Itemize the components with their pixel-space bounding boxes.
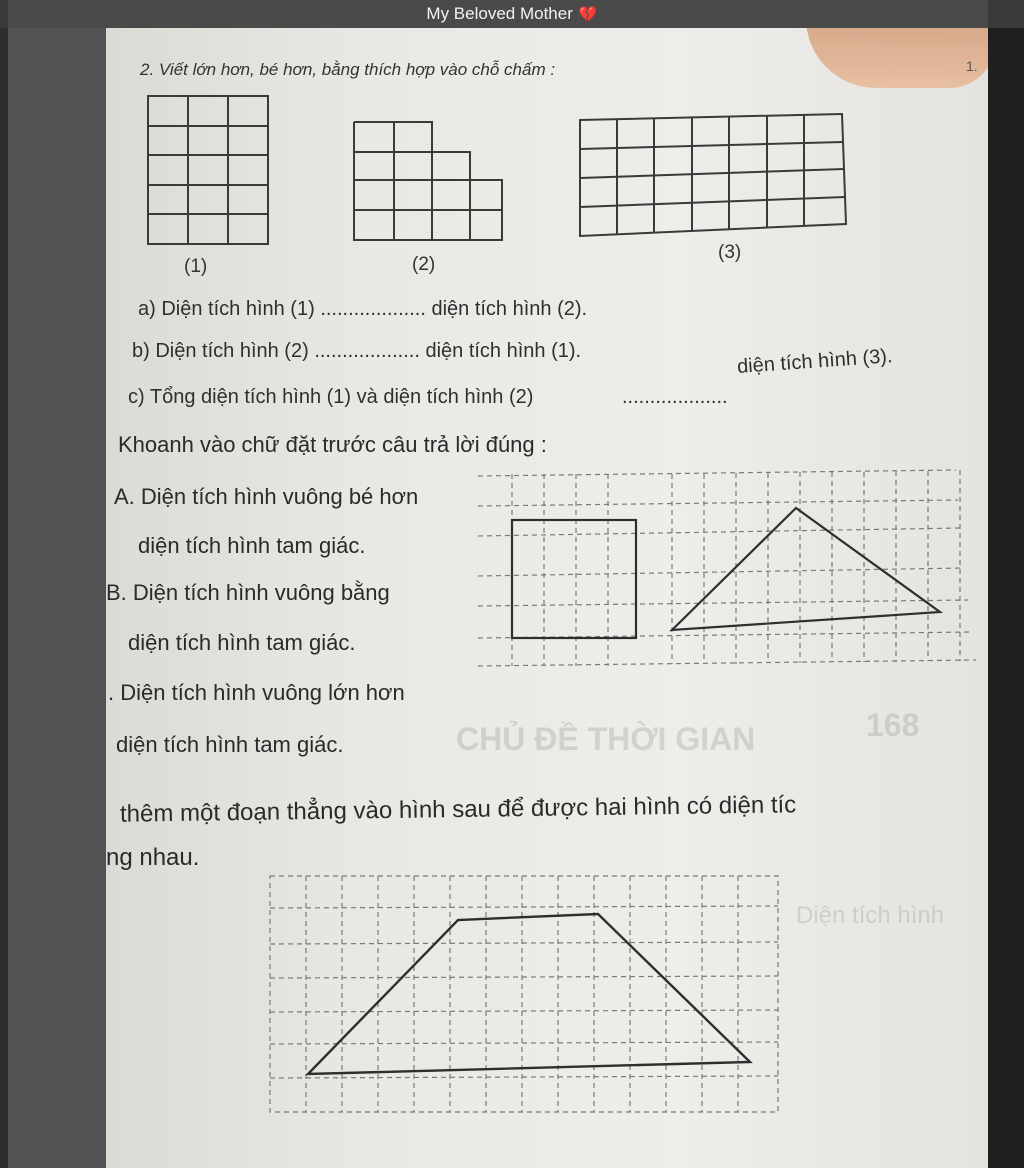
exercise-4-line-1: thêm một đoạn thẳng vào hình sau để được hai hình có diện tíc xyxy=(119,791,797,828)
exercise-4-line-2: ng nhau. xyxy=(106,844,200,871)
title-bar xyxy=(0,0,1024,28)
option-b-line-1[interactable]: B. Diện tích hình vuông bằng xyxy=(106,580,390,605)
question-c-blank[interactable]: ................... xyxy=(622,386,728,408)
broken-heart-icon: 💔 xyxy=(578,6,598,23)
figure-1-grid xyxy=(148,96,268,244)
corner-mark: 1. xyxy=(966,58,978,74)
question-b-right: diện tích hình (1). xyxy=(425,340,582,362)
window-title xyxy=(0,4,1024,24)
figure-3-grid xyxy=(580,114,846,236)
option-a-line-2: diện tích hình tam giác. xyxy=(138,533,366,558)
option-c-line-2: diện tích hình tam giác. xyxy=(116,732,344,757)
window-title-text: My Beloved Mother xyxy=(426,4,573,23)
exercise-4-trapezoid xyxy=(308,914,750,1074)
question-a-blank[interactable]: ................... xyxy=(320,298,426,320)
question-a-left: a) Diện tích hình (1) xyxy=(138,298,315,320)
question-b-left: b) Diện tích hình (2) xyxy=(132,340,309,362)
exercise-3-square xyxy=(512,520,636,638)
figure-2-grid xyxy=(354,122,502,240)
exercise-2-heading: 2. Viết lớn hơn, bé hơn, bằng thích hợp vào chỗ chấm : xyxy=(140,60,556,79)
exercise-3-prompt: Khoanh vào chữ đặt trước câu trả lời đúng : xyxy=(118,432,547,457)
option-b-line-2: diện tích hình tam giác. xyxy=(128,630,356,655)
question-a xyxy=(138,298,587,321)
figure-1-label: (1) xyxy=(184,256,208,277)
option-a-line-1[interactable]: A. Diện tích hình vuông bé hơn xyxy=(114,484,419,509)
bleed-text-2: 168 xyxy=(866,707,920,743)
exercise-3-grid xyxy=(478,470,976,666)
question-a-right: diện tích hình (2). xyxy=(431,298,588,320)
exercise-4-grid xyxy=(270,876,778,1112)
question-c-left: c) Tổng diện tích hình (1) và diện tích hình (2) xyxy=(128,386,534,408)
worksheet-photo xyxy=(106,28,988,1168)
exercise-3-triangle xyxy=(672,508,940,630)
bleed-text-3: Diện tích hình xyxy=(796,902,945,929)
question-b xyxy=(132,340,581,363)
right-margin xyxy=(988,28,1024,1168)
question-b-blank[interactable]: ................... xyxy=(314,340,420,362)
left-panel xyxy=(8,28,106,1168)
figure-3-label: (3) xyxy=(718,242,742,263)
option-c-line-1[interactable]: . Diện tích hình vuông lớn hơn xyxy=(108,680,405,705)
figure-2-label: (2) xyxy=(412,254,436,275)
question-c-right: diện tích hình (3). xyxy=(736,345,894,379)
bleed-text-1: CHỦ ĐỀ THỜI GIAN xyxy=(456,721,756,757)
